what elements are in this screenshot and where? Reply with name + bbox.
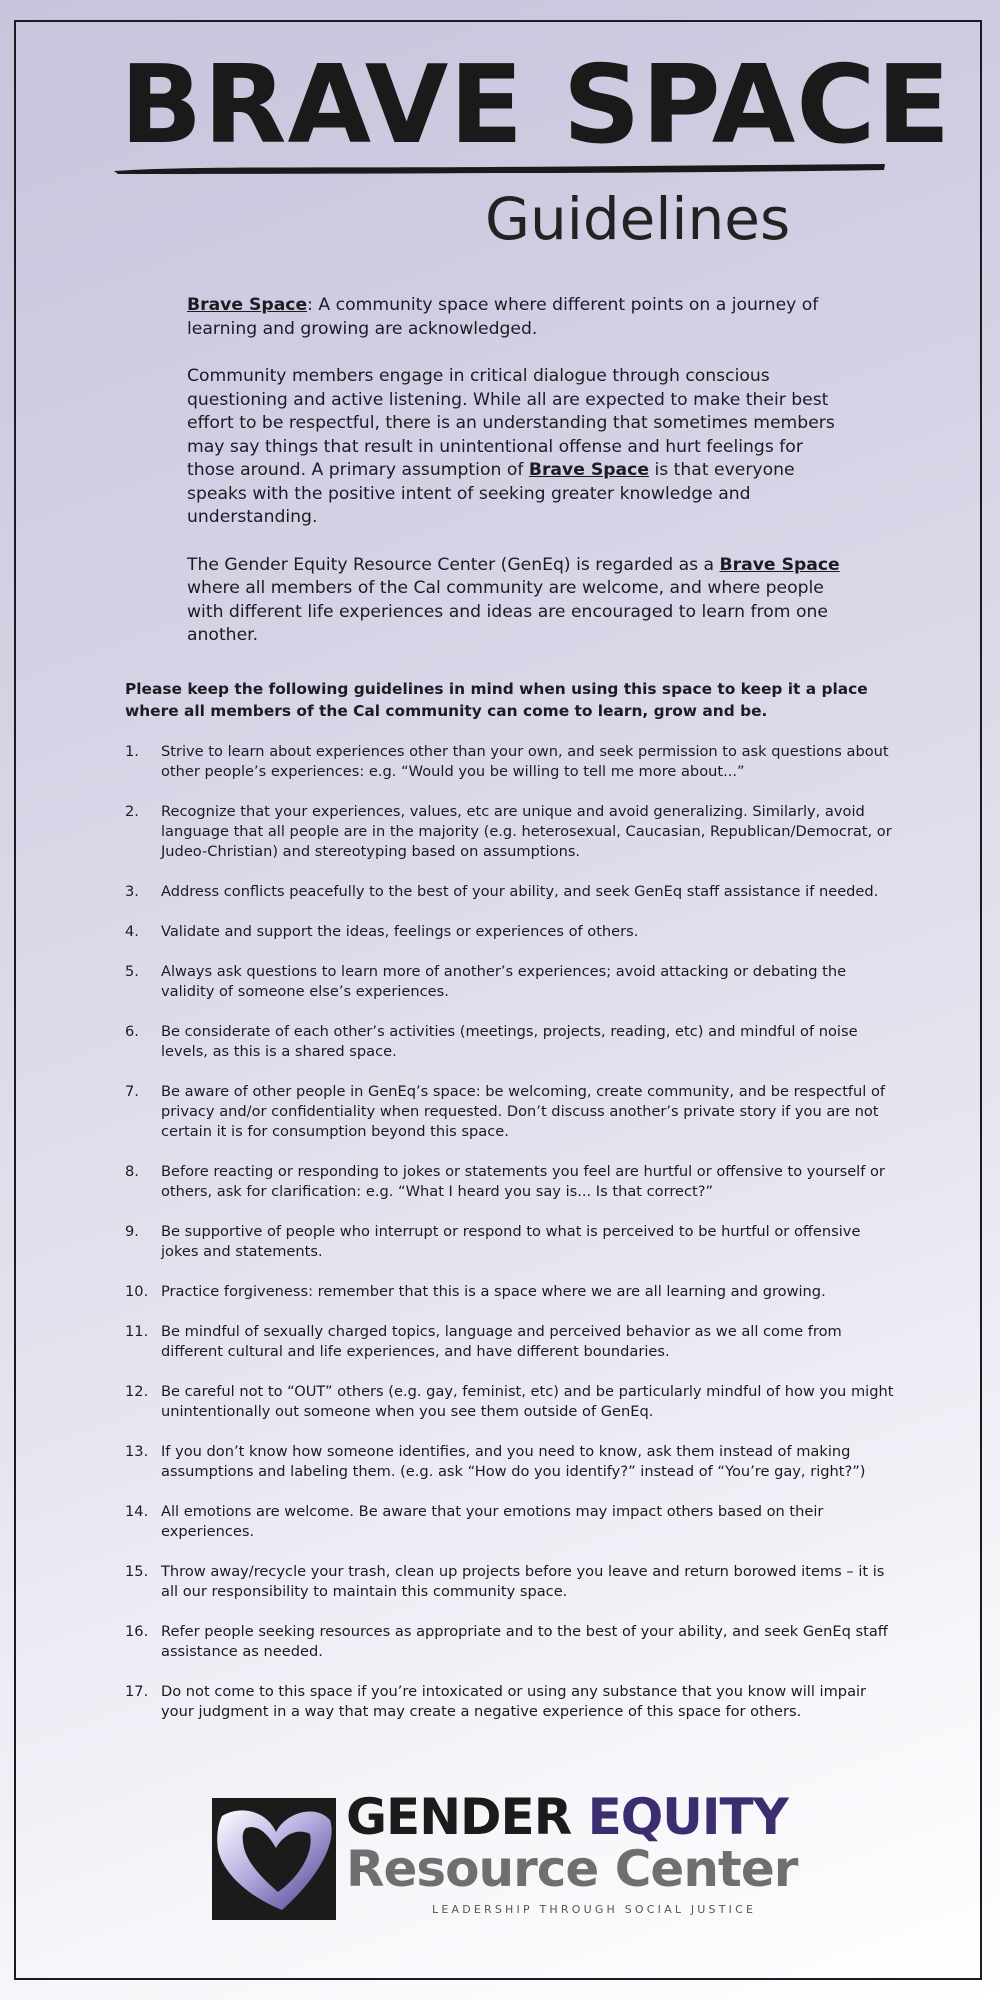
guideline-item: [125, 1162, 895, 1202]
guideline-text: Be considerate of each other’s activities (meetings, projects, reading, etc) and mindful of noise levels, as this is a shared space.: [161, 1023, 858, 1060]
guideline-number: 3.: [125, 883, 139, 900]
geneq-logo: [212, 1788, 802, 1926]
logo-line-gender-equity: [346, 1788, 788, 1846]
guideline-number: 14.: [125, 1503, 149, 1520]
guideline-item: [125, 802, 895, 862]
brave-space-term: Brave Space: [187, 295, 308, 315]
guideline-item: [125, 742, 895, 782]
guideline-text: Be careful not to “OUT” others (e.g. gay, feminist, etc) and be particularly mindful of how you might unintentionally out someone when you see them outside of GenEq.: [161, 1383, 894, 1420]
guideline-text: Be mindful of sexually charged topics, language and perceived behavior as we all come from different cultural and life experiences, and have different boundaries.: [161, 1323, 842, 1360]
guideline-number: 8.: [125, 1163, 139, 1180]
guideline-item: [125, 882, 895, 902]
guideline-text: Throw away/recycle your trash, clean up projects before you leave and return borowed items – it is all our responsibility to maintain this community space.: [161, 1563, 885, 1600]
guideline-text: Before reacting or responding to jokes or statements you feel are hurtful or offensive to yourself or others, ask for clarification: e.g. “What I heard you say is... Is that correct?”: [161, 1163, 885, 1200]
logo-word-gender: GENDER: [346, 1788, 572, 1846]
guideline-number: 11.: [125, 1323, 149, 1340]
brave-space-term: Brave Space: [528, 460, 650, 480]
logo-word-equity: EQUITY: [587, 1788, 788, 1846]
guideline-item: [125, 962, 895, 1002]
guideline-text: Be supportive of people who interrupt or respond to what is perceived to be hurtful or offensive jokes and statements.: [161, 1223, 861, 1260]
intro-geneq: [187, 554, 842, 648]
guideline-text: Recognize that your experiences, values, etc are unique and avoid generalizing. Similarly, avoid language that all people are in the majority (e.g. heterosexual, Caucasian, Republican/Democrat, or Judeo-Christian) and stereotyping based on assumptions.: [161, 803, 892, 860]
guideline-item: [125, 1382, 895, 1422]
guideline-item: [125, 1442, 895, 1482]
intro-section: [187, 294, 842, 672]
poster-subtitle: Guidelines: [485, 185, 791, 253]
guideline-item: [125, 1622, 895, 1662]
guideline-text: Address conflicts peacefully to the best of your ability, and seek GenEq staff assistance if needed.: [161, 883, 879, 900]
guideline-text: Refer people seeking resources as appropriate and to the best of your ability, and seek GenEq staff assistance as needed.: [161, 1623, 888, 1660]
intro-dialogue-text-b: is that everyone speaks with the positive intent of seeking greater knowledge and understanding.: [187, 460, 795, 527]
guideline-item: [125, 1682, 895, 1722]
guideline-item: [125, 1562, 895, 1602]
intro-geneq-text-b: where all members of the Cal community are welcome, and where people with different life experiences and ideas are encouraged to learn from one another.: [187, 578, 828, 645]
guideline-number: 4.: [125, 923, 139, 940]
guideline-item: [125, 1502, 895, 1542]
guideline-number: 1.: [125, 743, 139, 760]
intro-dialogue-text-a: Community members engage in critical dialogue through conscious questioning and active listening. While all are expected to make their best effort to be respectful, there is an understanding that sometimes members may say things that result in unintentional offense and hurt feelings for those around. A primary assumption of: [187, 366, 835, 480]
guideline-number: 15.: [125, 1563, 149, 1580]
logo-tagline: LEADERSHIP THROUGH SOCIAL JUSTICE: [432, 1903, 757, 1916]
guideline-text: Strive to learn about experiences other than your own, and seek permission to ask questions about other people’s experiences: e.g. “Would you be willing to tell me more about...”: [161, 743, 889, 780]
guideline-number: 12.: [125, 1383, 149, 1400]
guideline-number: 7.: [125, 1083, 139, 1100]
guideline-number: 16.: [125, 1623, 149, 1640]
intro-definition: [187, 294, 842, 341]
intro-geneq-text-a: The Gender Equity Resource Center (GenEq) is regarded as a: [187, 554, 720, 575]
poster-title: BRAVE SPACE: [120, 43, 952, 168]
intro-dialogue: [187, 365, 842, 530]
guideline-number: 17.: [125, 1683, 149, 1700]
guideline-number: 6.: [125, 1023, 139, 1040]
guideline-number: 13.: [125, 1443, 149, 1460]
guidelines-list: [125, 742, 895, 1742]
guideline-text: Do not come to this space if you’re intoxicated or using any substance that you know will impair your judgment in a way that may create a negative experience of this space for others.: [161, 1683, 867, 1720]
guideline-text: Validate and support the ideas, feelings or experiences of others.: [161, 923, 639, 940]
guideline-item: [125, 1082, 895, 1142]
logo-line-resource-center: Resource Center: [346, 1840, 798, 1898]
guideline-number: 5.: [125, 963, 139, 980]
heart-logo-icon: [212, 1798, 336, 1920]
brush-stroke-divider: [112, 162, 887, 176]
guideline-item: [125, 1322, 895, 1362]
guideline-text: All emotions are welcome. Be aware that your emotions may impact others based on their experiences.: [161, 1503, 824, 1540]
guideline-item: [125, 1282, 895, 1302]
guidelines-lead: Please keep the following guidelines in mind when using this space to keep it a place where all members of the Cal community can come to learn, grow and be.: [125, 680, 868, 720]
guideline-number: 10.: [125, 1283, 149, 1300]
guideline-item: [125, 1022, 895, 1062]
guideline-text: Always ask questions to learn more of another’s experiences; avoid attacking or debating the validity of someone else’s experiences.: [161, 963, 847, 1000]
brave-space-term: Brave Space: [719, 554, 840, 575]
intro-definition-text: : A community space where different points on a journey of learning and growing are acknowledged.: [187, 295, 819, 339]
guideline-text: Practice forgiveness: remember that this is a space where we are all learning and growing.: [161, 1283, 826, 1300]
guideline-number: 9.: [125, 1223, 139, 1240]
guideline-item: [125, 922, 895, 942]
guideline-text: If you don’t know how someone identifies, and you need to know, ask them instead of making assumptions and labeling them. (e.g. ask “How do you identify?” instead of “You’re gay, right?”): [161, 1443, 866, 1480]
guideline-text: Be aware of other people in GenEq’s space: be welcoming, create community, and be respectful of privacy and/or confidentiality when requested. Don’t discuss another’s private story if you are not certain it is for consumption beyond this space.: [161, 1083, 886, 1140]
guideline-item: [125, 1222, 895, 1262]
guideline-number: 2.: [125, 803, 139, 820]
